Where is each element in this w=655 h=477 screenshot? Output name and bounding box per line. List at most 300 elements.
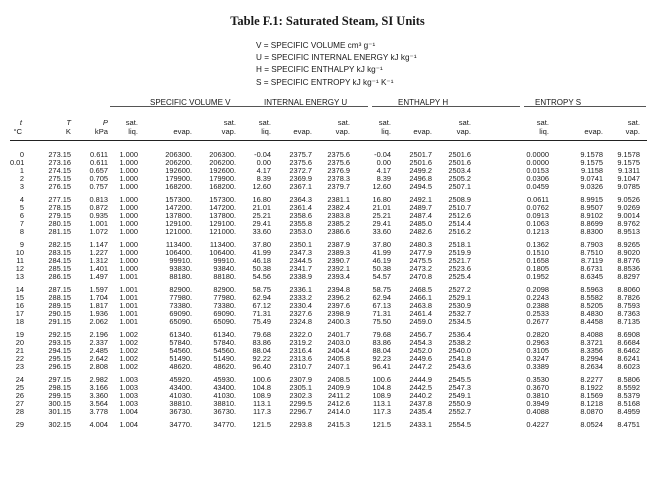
cell-h-vap: 2541.8 (448, 354, 471, 363)
cell-h-liq: 16.80 (372, 195, 391, 204)
cell-s-liq: 0.0611 (526, 195, 549, 204)
cell-h-liq: 71.31 (372, 309, 391, 318)
cell-v-vap: 206200. (209, 158, 236, 167)
cell-u-evap: 2358.6 (289, 211, 312, 220)
cell-v-evap: 147200. (165, 203, 192, 212)
cell-P: 2.808 (89, 362, 108, 371)
cell-P: 1.704 (89, 293, 108, 302)
cell-v-evap: 45920. (169, 375, 192, 384)
cell-s-evap: 8.4830 (580, 309, 603, 318)
cell-T: 293.15 (48, 338, 71, 347)
cell-v-evap: 82900. (169, 285, 192, 294)
cell-s-vap: 8.7363 (617, 309, 640, 318)
cell-v-liq: 1.000 (119, 166, 138, 175)
cell-s-evap: 8.2994 (580, 354, 603, 363)
cell-h-evap: 2482.6 (409, 227, 432, 236)
cell-h-evap: 2437.8 (409, 399, 432, 408)
cell-s-evap: 8.8699 (580, 219, 603, 228)
cell-s-evap: 8.6345 (580, 272, 603, 281)
cell-v-vap: 57840. (213, 338, 236, 347)
cell-h-vap: 2550.9 (448, 399, 471, 408)
cell-s-vap: 8.5379 (617, 391, 640, 400)
cell-h-liq: 0.00 (376, 158, 391, 167)
cell-u-evap: 2372.7 (289, 166, 312, 175)
column-header-line2: vap. (335, 127, 350, 136)
cell-u-liq: 37.80 (252, 240, 271, 249)
definition-volume: V = SPECIFIC VOLUME cm³ g⁻¹ (256, 41, 376, 50)
cell-h-vap: 2508.9 (448, 195, 471, 204)
cell-v-liq: 1.000 (119, 219, 138, 228)
column-header-line2: vap. (456, 127, 471, 136)
cell-h-evap: 2447.2 (409, 362, 432, 371)
cell-s-evap: 9.0741 (580, 174, 603, 183)
cell-s-vap: 8.4751 (617, 420, 640, 429)
cell-h-evap: 2444.9 (409, 375, 432, 384)
cell-u-evap: 2353.0 (289, 227, 312, 236)
cell-P: 1.497 (89, 272, 108, 281)
cell-u-liq: 50.38 (252, 264, 271, 273)
column-header-u-vap (336, 118, 350, 136)
cell-u-liq: 58.75 (252, 285, 271, 294)
cell-v-vap: 129100. (209, 219, 236, 228)
cell-P: 0.757 (89, 182, 108, 191)
cell-T: 279.15 (48, 211, 71, 220)
group-header-entropy: ENTROPY S (535, 98, 582, 107)
cell-s-liq: 0.4088 (526, 407, 549, 416)
symbol-definitions (256, 40, 417, 89)
column-header-line1: sat. (125, 118, 138, 127)
cell-s-liq: 0.1658 (526, 256, 549, 265)
cell-h-liq: 96.41 (372, 362, 391, 371)
cell-h-vap: 2507.1 (448, 182, 471, 191)
cell-u-liq: 104.8 (252, 383, 271, 392)
cell-h-vap: 2501.6 (448, 150, 471, 159)
cell-P: 2.982 (89, 375, 108, 384)
cell-u-evap: 2375.7 (289, 150, 312, 159)
cell-u-vap: 2378.3 (327, 174, 350, 183)
cell-v-liq: 1.004 (119, 407, 138, 416)
cell-s-liq: 0.1805 (526, 264, 549, 273)
cell-u-evap: 2319.2 (289, 338, 312, 347)
cell-T: 301.15 (48, 407, 71, 416)
cell-u-liq: 83.86 (252, 338, 271, 347)
column-header-line2: kPa (94, 127, 108, 136)
cell-P: 1.936 (89, 309, 108, 318)
cell-v-vap: 192600. (209, 166, 236, 175)
cell-s-vap: 8.6462 (617, 346, 640, 355)
cell-P: 2.485 (89, 346, 108, 355)
cell-u-vap: 2412.6 (327, 399, 350, 408)
cell-h-evap: 2487.4 (409, 211, 432, 220)
cell-u-vap: 2387.9 (327, 240, 350, 249)
cell-u-liq: 71.31 (252, 309, 271, 318)
column-header-line1: sat. (378, 118, 391, 127)
cell-u-liq: 16.80 (252, 195, 271, 204)
cell-h-evap: 2501.6 (409, 158, 432, 167)
cell-T: 276.15 (48, 182, 71, 191)
column-header-P (95, 118, 108, 136)
cell-h-liq: 46.19 (372, 256, 391, 265)
column-header-line2: evap. (173, 127, 192, 136)
cell-s-vap: 9.1047 (617, 174, 640, 183)
cell-v-vap: 48620. (213, 362, 236, 371)
cell-v-evap: 93830. (169, 264, 192, 273)
column-header-line1: sat. (458, 118, 471, 127)
column-header-h-evap (413, 118, 432, 136)
cell-u-evap: 2344.5 (289, 256, 312, 265)
cell-h-vap: 2530.9 (448, 301, 471, 310)
cell-v-liq: 1.000 (119, 264, 138, 273)
cell-v-evap: 168200. (165, 182, 192, 191)
cell-h-liq: 54.57 (372, 272, 391, 281)
cell-v-liq: 1.002 (119, 346, 138, 355)
cell-s-evap: 8.9102 (580, 211, 603, 220)
cell-s-vap: 8.7135 (617, 317, 640, 326)
cell-v-evap: 157300. (165, 195, 192, 204)
cell-s-vap: 8.9762 (617, 219, 640, 228)
cell-v-liq: 1.002 (119, 362, 138, 371)
cell-v-evap: 36730. (169, 407, 192, 416)
cell-h-evap: 2494.5 (409, 182, 432, 191)
cell-h-evap: 2496.8 (409, 174, 432, 183)
cell-h-vap: 2525.4 (448, 272, 471, 281)
cell-v-liq: 1.001 (119, 317, 138, 326)
cell-v-liq: 1.003 (119, 399, 138, 408)
cell-s-evap: 8.1569 (580, 391, 603, 400)
cell-t: 10 (15, 248, 24, 257)
cell-u-vap: 2386.6 (327, 227, 350, 236)
cell-v-liq: 1.000 (119, 227, 138, 236)
cell-v-evap: 113400. (165, 240, 192, 249)
cell-v-vap: 82900. (213, 285, 236, 294)
cell-t: 11 (16, 256, 24, 265)
cell-u-liq: 62.94 (252, 293, 271, 302)
cell-s-liq: 0.0000 (526, 150, 549, 159)
cell-h-vap: 2514.4 (448, 219, 471, 228)
column-header-T (66, 118, 71, 136)
cell-t: 7 (19, 219, 24, 228)
cell-T: 273.16 (48, 158, 71, 167)
cell-v-evap: 61340. (169, 330, 192, 339)
cell-P: 1.147 (89, 240, 108, 249)
cell-t: 0 (19, 150, 24, 159)
group-rule-entropy (524, 106, 646, 107)
cell-v-evap: 69090. (169, 309, 192, 318)
column-header-s-liq (537, 118, 549, 136)
cell-v-liq: 1.001 (119, 272, 138, 281)
cell-T: 292.15 (48, 330, 71, 339)
cell-u-evap: 2350.1 (289, 240, 312, 249)
cell-h-evap: 2501.7 (409, 150, 432, 159)
cell-P: 1.817 (89, 301, 108, 310)
cell-h-vap: 2554.5 (448, 420, 471, 429)
cell-t: 18 (15, 317, 24, 326)
cell-s-liq: 0.3247 (526, 354, 549, 363)
cell-u-liq: 79.68 (252, 330, 271, 339)
cell-v-vap: 113400. (209, 240, 236, 249)
column-header-line2: vap. (221, 127, 236, 136)
cell-P: 2.196 (89, 330, 108, 339)
cell-h-evap: 2475.5 (409, 256, 432, 265)
cell-h-vap: 2518.1 (448, 240, 471, 249)
cell-s-liq: 0.2533 (526, 309, 549, 318)
cell-v-liq: 1.001 (119, 301, 138, 310)
cell-h-evap: 2473.2 (409, 264, 432, 273)
cell-v-liq: 1.003 (119, 391, 138, 400)
group-rule-enthalpy (372, 106, 520, 107)
cell-P: 0.935 (89, 211, 108, 220)
cell-h-vap: 2510.7 (448, 203, 471, 212)
cell-T: 298.15 (48, 383, 71, 392)
cell-v-liq: 1.002 (119, 338, 138, 347)
group-header-internal-energy: INTERNAL ENERGY U (264, 98, 348, 107)
column-header-line2: evap. (413, 127, 432, 136)
cell-s-liq: 0.1063 (526, 219, 549, 228)
cell-v-vap: 206300. (209, 150, 236, 159)
cell-u-evap: 2338.9 (289, 272, 312, 281)
cell-u-vap: 2411.2 (327, 391, 350, 400)
cell-v-liq: 1.000 (119, 182, 138, 191)
cell-h-evap: 2449.6 (409, 354, 432, 363)
cell-s-vap: 8.5168 (617, 399, 640, 408)
cell-u-liq: 33.60 (252, 227, 271, 236)
column-header-v-evap (173, 118, 192, 136)
cell-u-vap: 2415.3 (327, 420, 350, 429)
cell-v-liq: 1.002 (119, 330, 138, 339)
cell-h-vap: 2540.0 (448, 346, 471, 355)
cell-v-liq: 1.001 (119, 285, 138, 294)
cell-v-evap: 34770. (169, 420, 192, 429)
cell-u-liq: 21.01 (252, 203, 271, 212)
group-header-volume: SPECIFIC VOLUME V (150, 98, 231, 107)
cell-h-liq: -0.04 (374, 150, 391, 159)
column-header-u-liq (259, 118, 271, 136)
cell-h-evap: 2485.0 (409, 219, 432, 228)
cell-s-liq: 0.3389 (526, 362, 549, 371)
column-header-line2: liq. (128, 127, 138, 136)
cell-u-liq: 41.99 (252, 248, 271, 257)
cell-u-vap: 2403.0 (327, 338, 350, 347)
cell-u-vap: 2375.6 (327, 158, 350, 167)
cell-v-evap: 106400. (165, 248, 192, 257)
cell-P: 3.564 (89, 399, 108, 408)
cell-P: 3.778 (89, 407, 108, 416)
cell-T: 284.15 (48, 256, 71, 265)
cell-v-liq: 1.000 (119, 240, 138, 249)
cell-T: 277.15 (48, 195, 71, 204)
cell-s-vap: 8.9020 (617, 248, 640, 257)
cell-u-liq: 8.39 (256, 174, 271, 183)
cell-t: 16 (15, 301, 24, 310)
cell-u-evap: 2302.3 (289, 391, 312, 400)
cell-P: 1.597 (89, 285, 108, 294)
cell-P: 3.360 (89, 391, 108, 400)
cell-s-evap: 8.1922 (580, 383, 603, 392)
cell-h-vap: 2503.4 (448, 166, 471, 175)
cell-u-vap: 2383.8 (327, 211, 350, 220)
cell-s-liq: 0.1952 (526, 272, 549, 281)
cell-u-liq: 4.17 (256, 166, 271, 175)
cell-s-liq: 0.0000 (526, 158, 549, 167)
cell-t: 29 (15, 420, 24, 429)
cell-T: 296.15 (48, 362, 71, 371)
cell-P: 2.642 (89, 354, 108, 363)
cell-u-vap: 2398.9 (327, 309, 350, 318)
column-header-v-vap (222, 118, 236, 136)
cell-t: 4 (19, 195, 24, 204)
cell-u-evap: 2322.0 (289, 330, 312, 339)
cell-h-liq: 79.68 (372, 330, 391, 339)
cell-T: 278.15 (48, 203, 71, 212)
column-header-v-liq (126, 118, 138, 136)
cell-T: 294.15 (48, 346, 71, 355)
cell-s-evap: 8.5205 (580, 301, 603, 310)
cell-v-vap: 51490. (213, 354, 236, 363)
cell-v-vap: 38810. (213, 399, 236, 408)
column-header-line1: P (102, 118, 108, 127)
cell-h-evap: 2463.8 (409, 301, 432, 310)
cell-v-evap: 48620. (169, 362, 192, 371)
cell-T: 295.15 (48, 354, 71, 363)
cell-v-vap: 147200. (209, 203, 236, 212)
cell-s-vap: 8.8297 (617, 272, 640, 281)
cell-s-liq: 0.2243 (526, 293, 549, 302)
cell-T: 280.15 (48, 219, 71, 228)
cell-s-evap: 8.5963 (580, 285, 603, 294)
column-header-t (13, 118, 22, 136)
cell-v-vap: 137800. (209, 211, 236, 220)
cell-h-vap: 2512.6 (448, 211, 471, 220)
cell-u-liq: 46.18 (252, 256, 271, 265)
cell-s-liq: 0.3949 (526, 399, 549, 408)
cell-s-vap: 8.8536 (617, 264, 640, 273)
cell-s-evap: 8.7119 (580, 256, 603, 265)
cell-h-liq: 8.39 (376, 174, 391, 183)
cell-T: 281.15 (48, 227, 71, 236)
column-header-line2: evap. (584, 127, 603, 136)
cell-s-liq: 0.1510 (526, 248, 549, 257)
cell-s-evap: 8.8300 (580, 227, 603, 236)
column-header-h-vap (457, 118, 471, 136)
cell-T: 299.15 (48, 391, 71, 400)
definition-internal-energy: U = SPECIFIC INTERNAL ENERGY kJ kg⁻¹ (256, 53, 417, 63)
cell-u-liq: 117.3 (253, 407, 271, 416)
cell-s-evap: 8.4458 (580, 317, 603, 326)
cell-h-liq: 67.13 (372, 301, 391, 310)
cell-T: 285.15 (48, 264, 71, 273)
cell-u-vap: 2397.6 (327, 301, 350, 310)
cell-u-evap: 2293.8 (289, 420, 312, 429)
cell-h-evap: 2480.3 (409, 240, 432, 249)
cell-v-liq: 1.000 (119, 174, 138, 183)
cell-h-evap: 2440.2 (409, 391, 432, 400)
cell-u-evap: 2375.6 (289, 158, 312, 167)
cell-t: 14 (15, 285, 24, 294)
cell-u-liq: 54.56 (252, 272, 271, 281)
cell-v-vap: 54560. (213, 346, 236, 355)
cell-u-vap: 2389.3 (327, 248, 350, 257)
cell-t: 8 (19, 227, 24, 236)
cell-h-liq: 75.50 (372, 317, 391, 326)
cell-u-evap: 2361.4 (289, 203, 312, 212)
cell-t: 28 (15, 407, 24, 416)
definition-enthalpy: H = SPECIFIC ENTHALPY kJ kg⁻¹ (256, 65, 383, 75)
column-header-line2: liq. (539, 127, 549, 136)
cell-s-vap: 9.1575 (617, 158, 640, 167)
cell-v-evap: 57840. (169, 338, 192, 347)
cell-t: 13 (15, 272, 24, 281)
cell-s-liq: 0.0459 (526, 182, 549, 191)
cell-s-evap: 9.1575 (580, 158, 603, 167)
cell-t: 27 (15, 399, 24, 408)
cell-t: 26 (15, 391, 24, 400)
cell-u-vap: 2405.8 (327, 354, 350, 363)
cell-t: 25 (15, 383, 24, 392)
cell-t: 0.01 (10, 158, 25, 167)
cell-s-vap: 8.8060 (617, 285, 640, 294)
cell-v-liq: 1.001 (119, 309, 138, 318)
cell-h-liq: 121.5 (372, 420, 391, 429)
cell-v-vap: 99910. (213, 256, 236, 265)
cell-h-vap: 2532.7 (448, 309, 471, 318)
cell-h-vap: 2552.7 (448, 407, 471, 416)
cell-u-vap: 2376.9 (327, 166, 350, 175)
cell-s-liq: 0.4227 (526, 420, 549, 429)
cell-h-vap: 2547.3 (448, 383, 471, 392)
cell-s-vap: 8.8776 (617, 256, 640, 265)
cell-h-vap: 2523.6 (448, 264, 471, 273)
cell-t: 5 (19, 203, 24, 212)
cell-u-evap: 2316.4 (289, 346, 312, 355)
cell-u-vap: 2385.2 (327, 219, 350, 228)
cell-s-liq: 0.1213 (526, 227, 549, 236)
cell-v-vap: 77980. (213, 293, 236, 302)
cell-h-evap: 2470.8 (409, 272, 432, 281)
cell-t: 22 (15, 354, 24, 363)
column-header-line2: K (65, 127, 71, 136)
column-header-u-evap (293, 118, 312, 136)
cell-T: 302.15 (48, 420, 71, 429)
cell-u-evap: 2296.7 (289, 407, 312, 416)
cell-h-vap: 2529.1 (448, 293, 471, 302)
cell-h-liq: 37.80 (372, 240, 391, 249)
cell-u-evap: 2355.8 (289, 219, 312, 228)
cell-h-evap: 2433.1 (409, 420, 432, 429)
cell-h-evap: 2461.4 (409, 309, 432, 318)
cell-h-liq: 12.60 (372, 182, 391, 191)
cell-P: 0.813 (89, 195, 108, 204)
cell-v-evap: 73380. (169, 301, 192, 310)
cell-s-vap: 8.4959 (617, 407, 640, 416)
cell-s-liq: 0.3530 (526, 375, 549, 384)
cell-u-vap: 2379.7 (327, 182, 350, 191)
cell-s-vap: 8.6684 (617, 338, 640, 347)
cell-h-vap: 2505.2 (448, 174, 471, 183)
column-header-line1 (584, 118, 603, 127)
cell-t: 6 (19, 211, 24, 220)
cell-u-evap: 2327.6 (289, 309, 312, 318)
cell-s-vap: 8.7826 (617, 293, 640, 302)
cell-u-evap: 2307.9 (289, 375, 312, 384)
cell-u-vap: 2401.7 (327, 330, 350, 339)
cell-s-evap: 8.4088 (580, 330, 603, 339)
cell-v-vap: 157300. (209, 195, 236, 204)
cell-u-liq: 92.22 (252, 354, 271, 363)
cell-u-liq: 25.21 (252, 211, 271, 220)
cell-h-liq: 108.9 (372, 391, 391, 400)
cell-t: 2 (19, 174, 24, 183)
column-header-line2: vap. (625, 127, 640, 136)
